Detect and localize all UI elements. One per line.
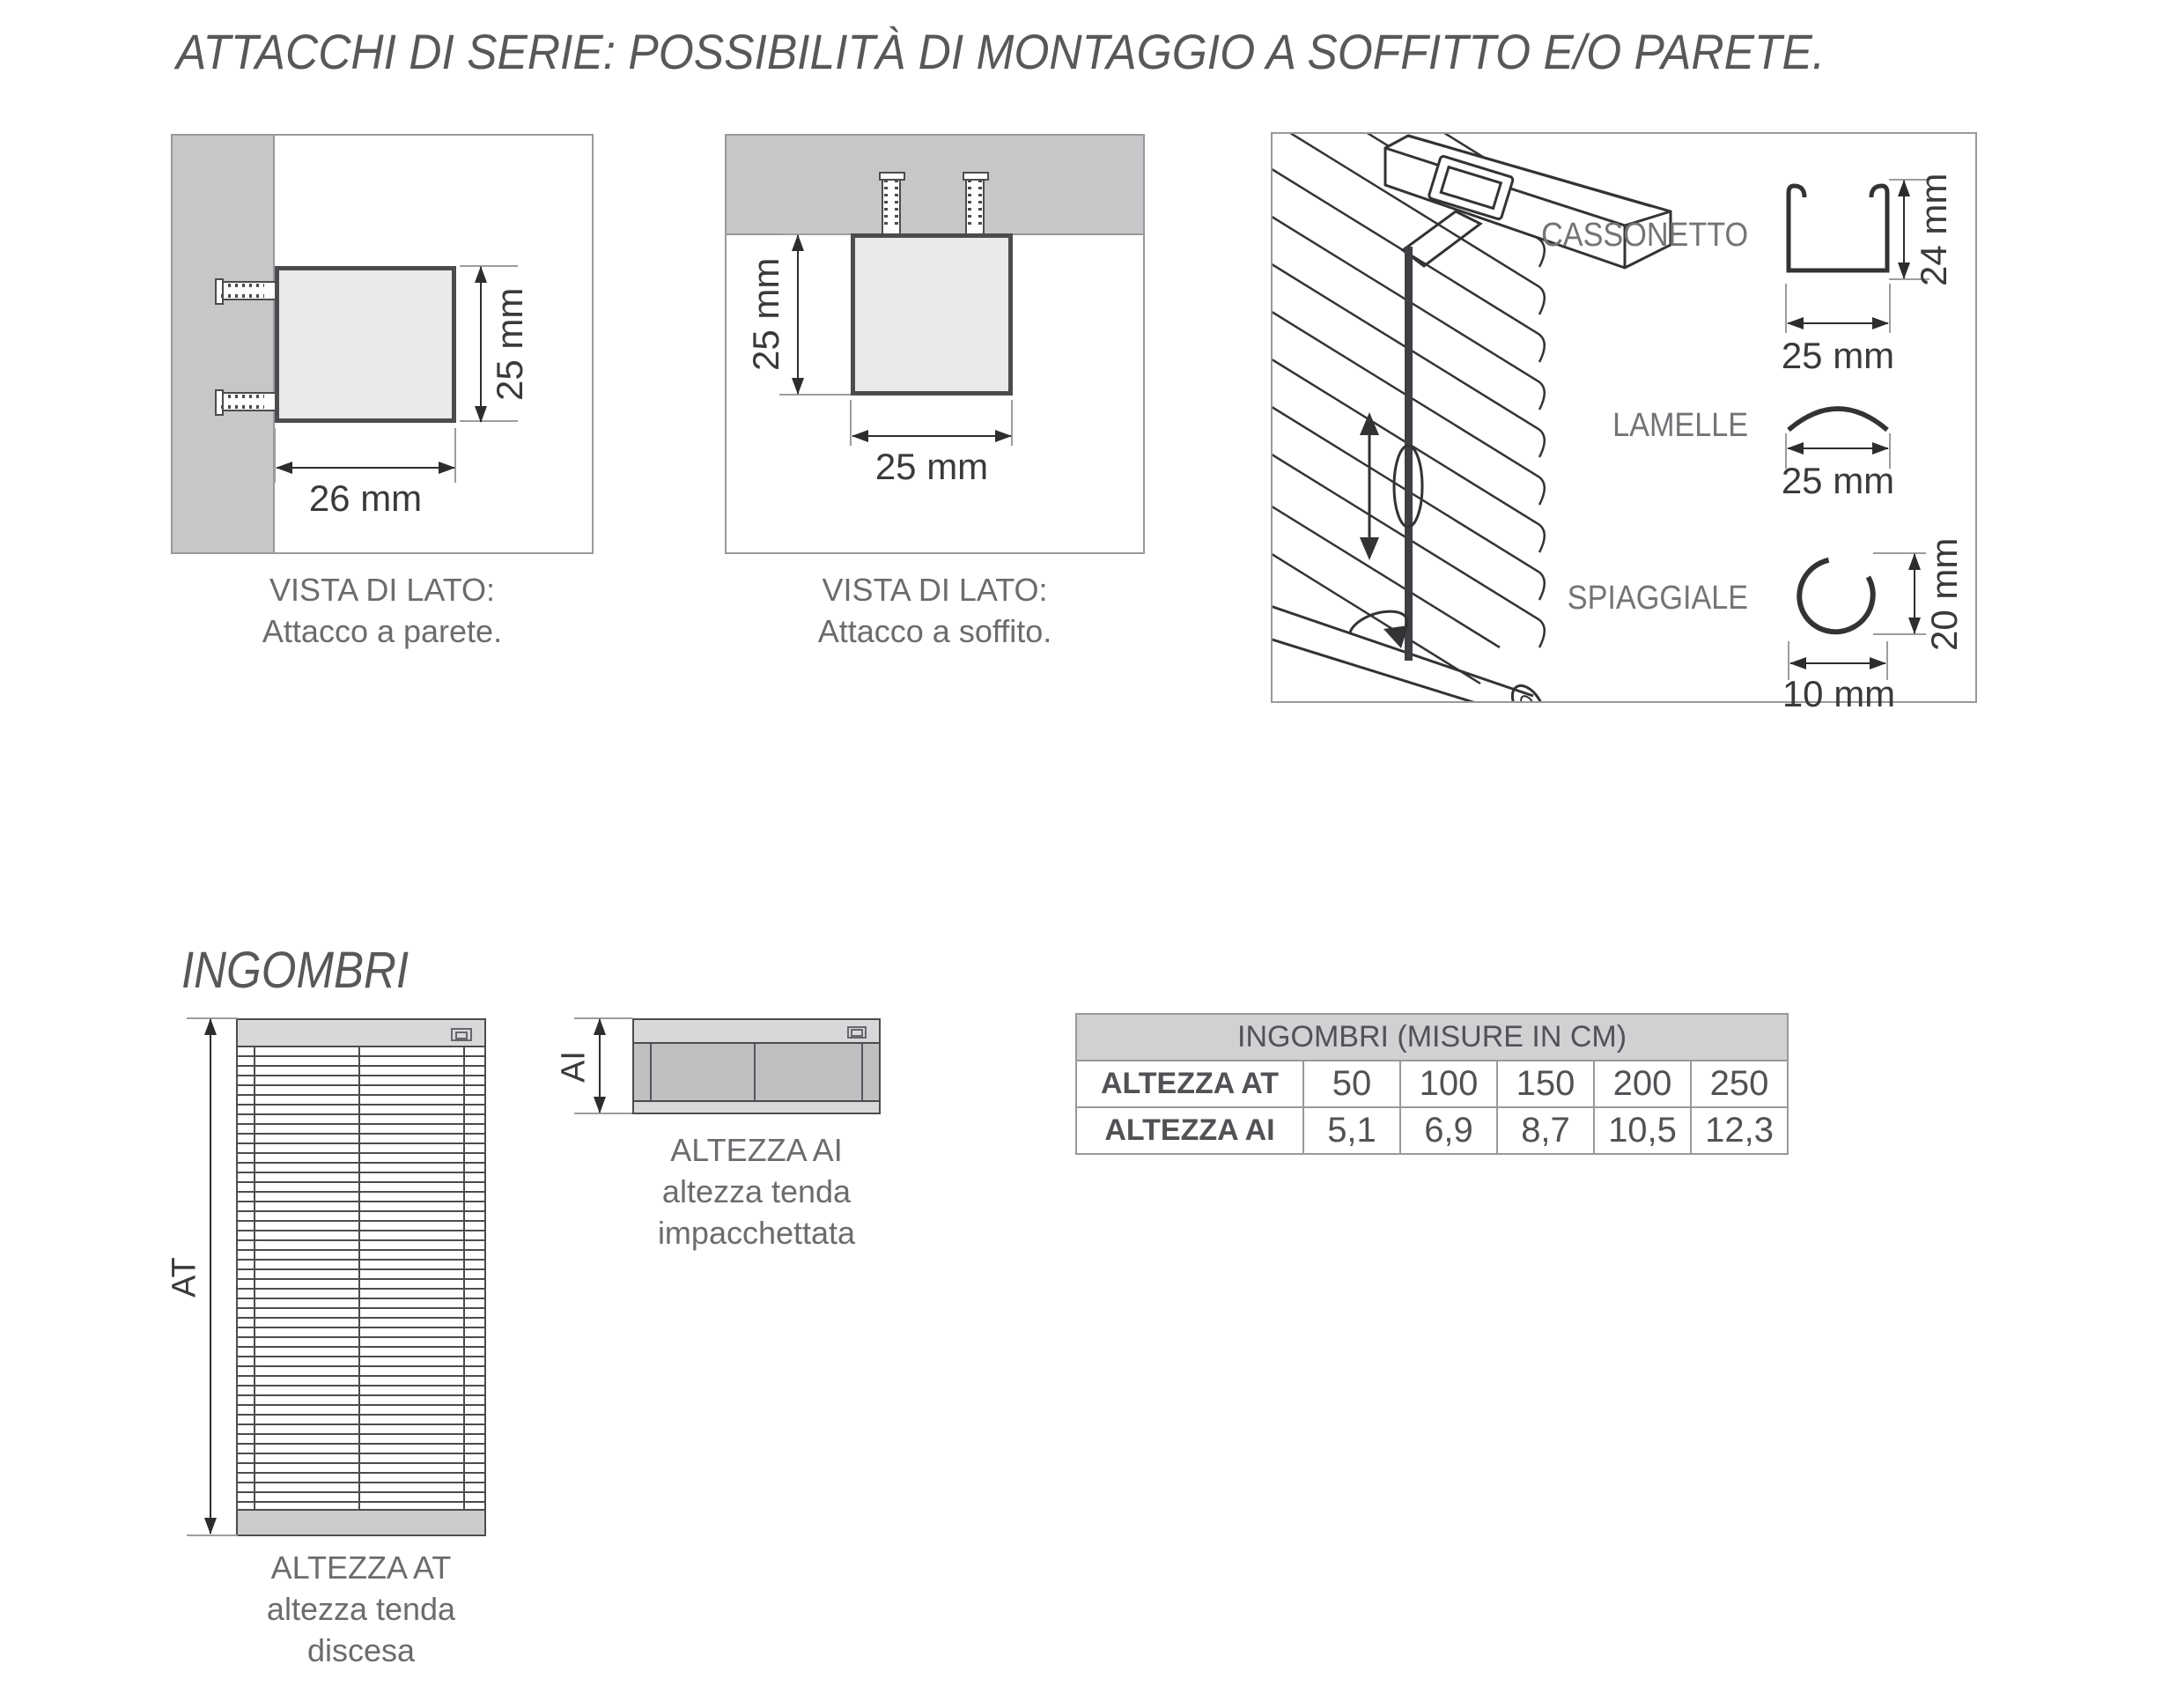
- dimension-arrow: [797, 235, 799, 394]
- bottomrail-shape: [236, 1509, 486, 1536]
- blind-packed-diagram: [632, 1018, 881, 1114]
- dimension-arrow: [852, 435, 1011, 437]
- ingombri-table: [1075, 1013, 1789, 1155]
- bottomrail-shape: [632, 1100, 881, 1114]
- cassonetto-profile-icon: [1785, 180, 1891, 281]
- at-dimension-label: AT: [166, 1257, 203, 1298]
- table-row: [1076, 1061, 1788, 1107]
- row-label: ALTEZZA AI: [1076, 1107, 1303, 1154]
- ceiling-section-shape: [727, 136, 1143, 235]
- caption-line: altezza tenda: [661, 1173, 852, 1209]
- cassonetto-height-label: 24 mm: [1913, 173, 1954, 287]
- ladder-line: [754, 1044, 756, 1100]
- spiaggiale-height-label: 20 mm: [1923, 537, 1965, 652]
- table-row: [1076, 1107, 1788, 1154]
- dimension-arrow: [277, 467, 454, 469]
- packed-slats-shape: [632, 1042, 881, 1102]
- extension-line: [187, 1534, 238, 1536]
- extension-line: [274, 428, 276, 483]
- dimension-arrow: [1903, 181, 1905, 278]
- lamelle-profile-icon: [1785, 391, 1891, 435]
- cassonetto-label: CASSONETTO: [1540, 217, 1748, 254]
- table-title: INGOMBRI (MISURE IN CM): [1076, 1014, 1788, 1061]
- ceiling-mount-caption: [725, 569, 1145, 652]
- dimension-arrow: [1790, 662, 1885, 664]
- table-cell: 250: [1691, 1061, 1788, 1107]
- dimension-arrow: [1914, 554, 1915, 633]
- caption-line: impacchettata: [657, 1215, 856, 1251]
- caption-line: discesa: [306, 1632, 416, 1668]
- ai-caption: [632, 1129, 881, 1253]
- headrail-shape: [236, 1018, 486, 1047]
- spiaggiale-label: SPIAGGIALE: [1567, 580, 1748, 617]
- latch-icon: [451, 1028, 472, 1041]
- blind-down-diagram: [236, 1018, 486, 1536]
- ladder-line: [358, 1046, 360, 1511]
- width-dimension-label: 26 mm: [308, 477, 423, 519]
- table-cell: 150: [1497, 1061, 1594, 1107]
- down-arrow-icon: [1360, 537, 1379, 560]
- table-cell: 12,3: [1691, 1107, 1788, 1154]
- ladder-line: [463, 1046, 465, 1511]
- width-dimension-label: 25 mm: [874, 446, 989, 487]
- wall-mount-diagram: [171, 134, 594, 554]
- ceiling-anchor-icon: [882, 174, 901, 237]
- ceiling-mount-diagram: [725, 134, 1145, 554]
- dimension-arrow: [480, 267, 482, 422]
- spiaggiale-width-label: 10 mm: [1782, 673, 1896, 714]
- tilt-wand-icon: [1405, 247, 1413, 661]
- extension-line: [779, 394, 851, 396]
- ai-dimension-label: AI: [555, 1051, 593, 1083]
- caption-line: Attacco a soffito.: [817, 613, 1052, 649]
- height-dimension-label: 25 mm: [745, 257, 786, 372]
- dimension-arrow: [210, 1019, 211, 1534]
- table-cell: 6,9: [1400, 1107, 1497, 1154]
- dimension-arrow: [599, 1019, 601, 1113]
- components-diagram: [1271, 132, 1977, 714]
- wall-anchor-icon: [217, 281, 277, 300]
- caption-line: ALTEZZA AI: [670, 1132, 843, 1168]
- at-caption: [236, 1547, 486, 1671]
- slats-shape: [236, 1046, 486, 1511]
- extension-line: [454, 428, 456, 483]
- ceiling-anchor-icon: [965, 174, 985, 237]
- headbox-section-shape: [851, 233, 1013, 396]
- spiaggiale-profile-icon: [1788, 553, 1888, 638]
- row-label: ALTEZZA AT: [1076, 1061, 1303, 1107]
- wall-section-shape: [173, 136, 275, 552]
- caption-line: altezza tenda: [266, 1591, 456, 1627]
- caption-line: ALTEZZA AT: [270, 1549, 452, 1586]
- lamelle-width-label: 25 mm: [1781, 460, 1895, 501]
- table-cell: 8,7: [1497, 1107, 1594, 1154]
- table-cell: 5,1: [1303, 1107, 1400, 1154]
- section-title: INGOMBRI: [181, 942, 410, 999]
- table-cell: 200: [1594, 1061, 1691, 1107]
- caption-line: Attacco a parete.: [262, 613, 503, 649]
- cassonetto-width-label: 25 mm: [1781, 335, 1895, 376]
- dimension-arrow: [1788, 447, 1888, 449]
- wall-mount-caption: [171, 569, 594, 652]
- lamelle-label: LAMELLE: [1612, 407, 1748, 444]
- height-dimension-label: 25 mm: [489, 287, 530, 402]
- headbox-section-shape: [275, 266, 456, 423]
- caption-line: VISTA DI LATO:: [269, 572, 496, 608]
- table-cell: 50: [1303, 1061, 1400, 1107]
- extension-line: [1889, 284, 1891, 333]
- dimension-arrow: [1788, 322, 1888, 324]
- wall-anchor-icon: [217, 392, 277, 411]
- table-cell: 10,5: [1594, 1107, 1691, 1154]
- extension-line: [779, 233, 851, 235]
- table-cell: 100: [1400, 1061, 1497, 1107]
- ladder-line: [650, 1044, 652, 1100]
- caption-line: VISTA DI LATO:: [822, 572, 1048, 608]
- headrail-shape: [632, 1018, 881, 1044]
- ladder-line: [254, 1046, 255, 1511]
- page-title: ATTACCHI DI SERIE: POSSIBILITÀ DI MONTAGGIO A SOFFITTO E/O PARETE.: [176, 24, 1826, 79]
- latch-icon: [847, 1026, 867, 1039]
- ladder-line: [861, 1044, 863, 1100]
- table-header-row: [1076, 1014, 1788, 1061]
